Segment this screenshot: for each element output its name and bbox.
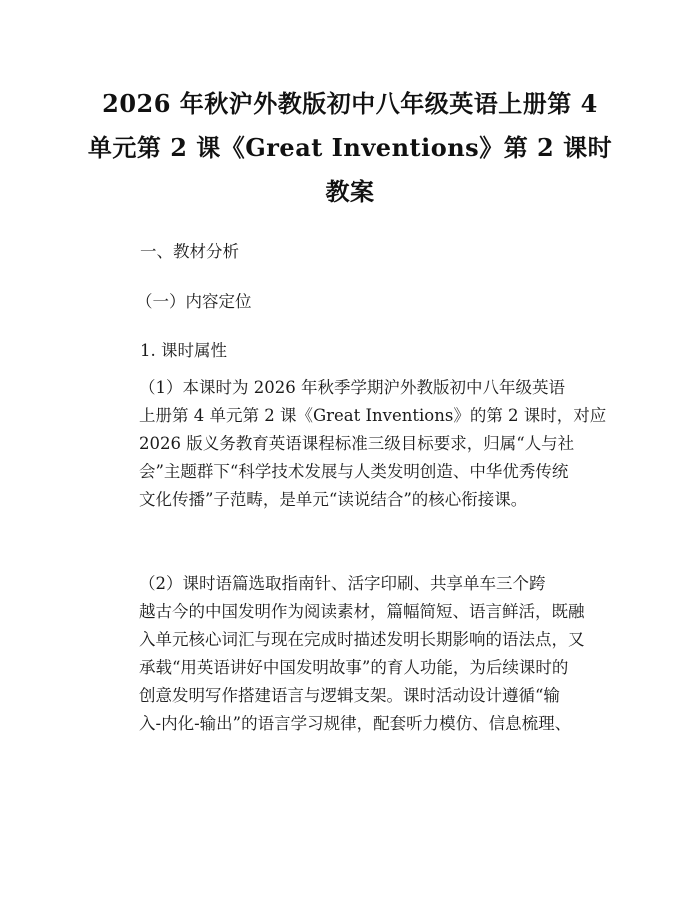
paragraph-2-line: 承载“用英语讲好中国发明故事”的育人功能，为后续课时的 xyxy=(139,658,569,677)
paragraph-1-line: 2026 版义务教育英语课程标准三级目标要求，归属“人与社 xyxy=(139,434,575,453)
paragraph-1-line: 文化传播”子范畴，是单元“读说结合”的核心衔接课。 xyxy=(139,490,528,509)
title-line-1: 2026 年秋沪外教版初中八年级英语上册第 4 xyxy=(102,89,598,118)
paragraph-2-line: （2）课时语篇选取指南针、活字印刷、共享单车三个跨 xyxy=(139,574,546,593)
subsection-heading-content-positioning: （一）内容定位 xyxy=(136,292,252,311)
paragraph-2-line: 入-内化-输出”的语言学习规律，配套听力模仿、信息梳理、 xyxy=(139,714,572,733)
title-line-3: 教案 xyxy=(325,177,375,206)
document-title xyxy=(80,82,620,214)
section-heading-textbook-analysis: 一、教材分析 xyxy=(140,242,239,261)
paragraph-2-line: 入单元核心词汇与现在完成时描述发明长期影响的语法点，又 xyxy=(139,630,585,649)
paragraph-1-line: 会”主题群下“科学技术发展与人类发明创造、中华优秀传统 xyxy=(139,462,569,481)
paragraph-1-line: （1）本课时为 2026 年秋季学期沪外教版初中八年级英语 xyxy=(139,378,565,397)
paragraph-2 xyxy=(105,570,595,738)
item-heading-lesson-attributes: 1. 课时属性 xyxy=(140,341,227,360)
paragraph-2-line: 越古今的中国发明作为阅读素材，篇幅简短、语言鲜活，既融 xyxy=(139,602,585,621)
title-line-2: 单元第 2 课《Great Inventions》第 2 课时 xyxy=(87,133,613,162)
paragraph-1-line: 上册第 4 单元第 2 课《Great Inventions》的第 2 课时，对应 xyxy=(139,406,607,425)
paragraph-2-line: 创意发明写作搭建语言与逻辑支架。课时活动设计遵循“输 xyxy=(139,686,560,705)
paragraph-1 xyxy=(105,374,607,514)
